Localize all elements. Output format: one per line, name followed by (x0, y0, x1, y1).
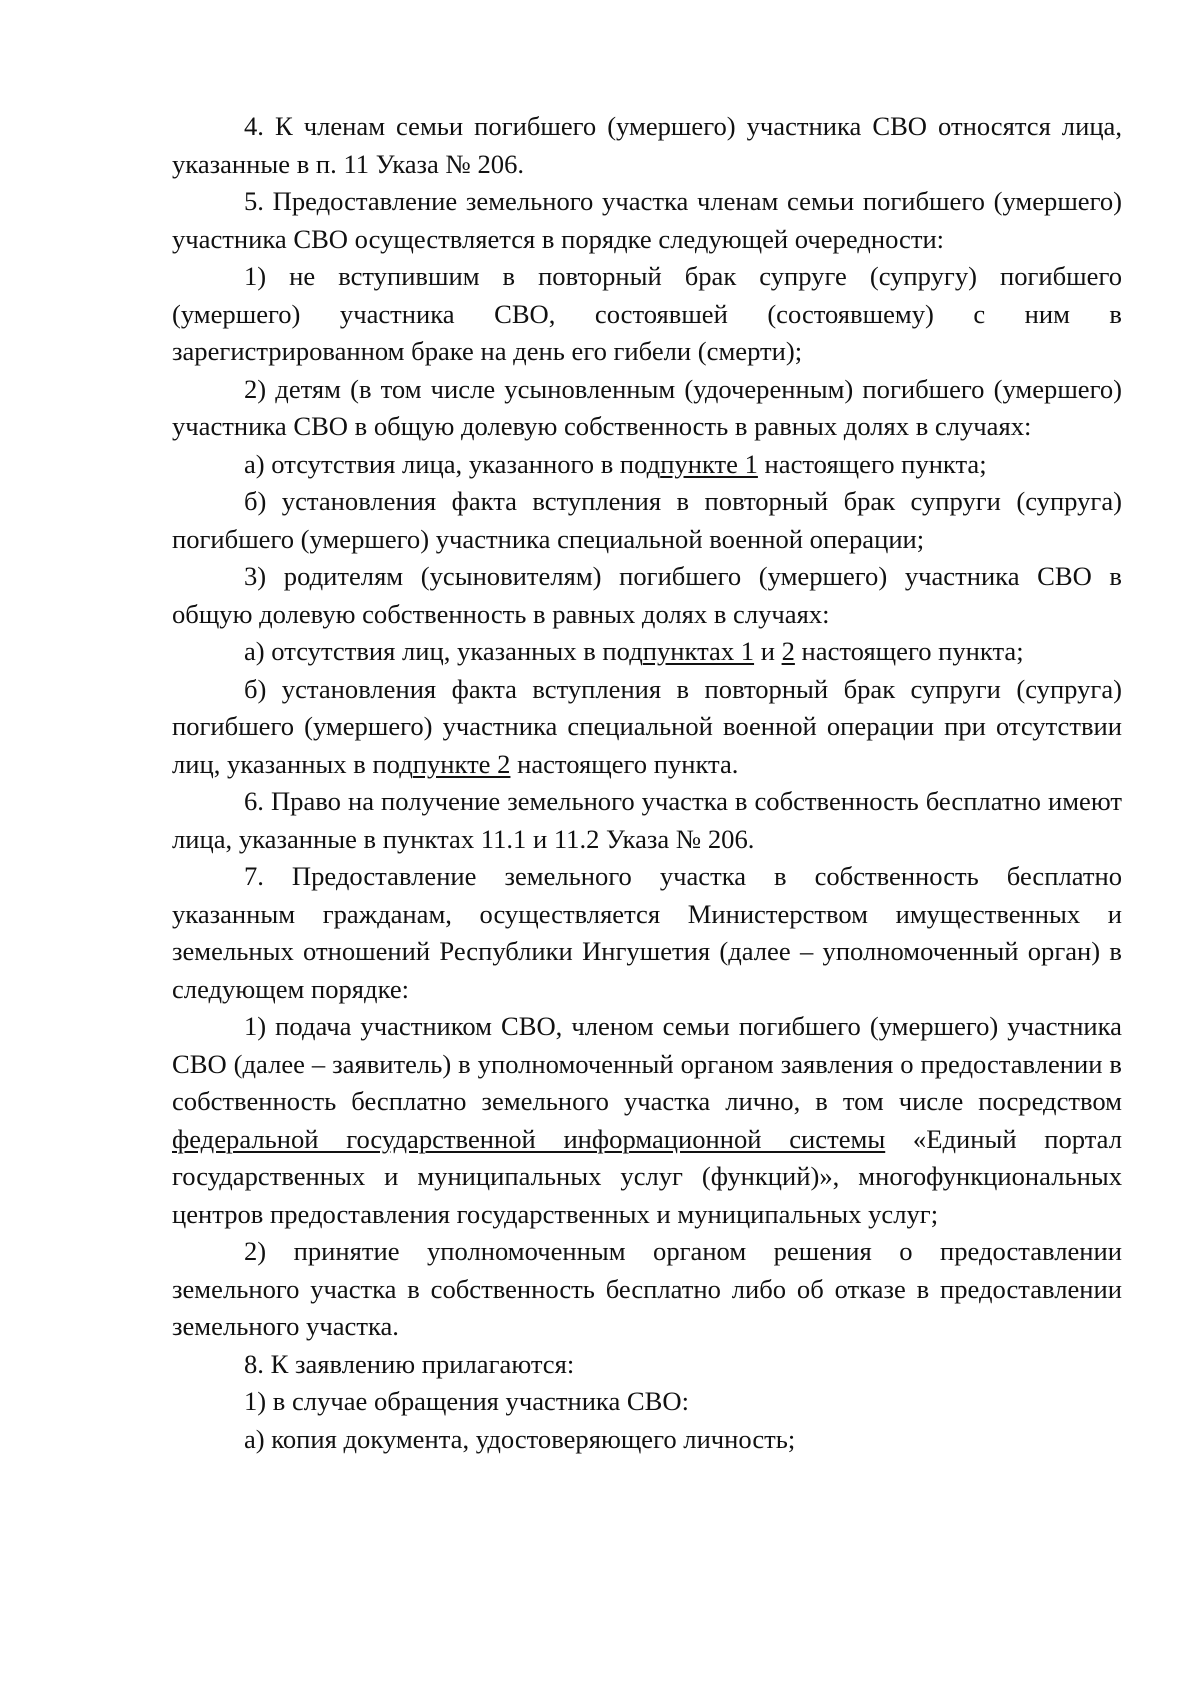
link-subitem-1[interactable]: пункте 1 (660, 448, 758, 479)
paragraph-5 (172, 183, 1122, 258)
paragraph-5-item-2b-text: б) установления факта вступления в повторный брак супруги (супруга) погибшего (умершего) участника специальной военной операции; (172, 486, 1122, 554)
paragraph-5-item-2 (172, 371, 1122, 446)
paragraph-6-text: 6. Право на получение земельного участка в собственность бесплатно имеют лица, указанные в пунктах 11.1 и 11.2 Указа № 206. (172, 786, 1122, 854)
document-page (172, 108, 1122, 1458)
paragraph-7-item-2-text: 2) принятие уполномоченным органом решения о предоставлении земельного участка в собственность бесплатно либо об отказе в предоставлении земельного участка. (172, 1236, 1122, 1341)
paragraph-5-item-2b (172, 483, 1122, 558)
paragraph-5-item-3 (172, 558, 1122, 633)
paragraph-5-item-2a-text: а) отсутствия лица, указанного в под (244, 448, 661, 479)
paragraph-6 (172, 783, 1122, 858)
paragraph-5-item-3b (172, 671, 1122, 784)
paragraph-8-item-1a-text: а) копия документа, удостоверяющего личность; (244, 1423, 796, 1454)
paragraph-5-item-3a-and: и (754, 636, 782, 666)
paragraph-5-item-2-text: 2) детям (в том числе усыновленным (удочеренным) погибшего (умершего) участника СВО в общую долевую собственность в равных долях в случаях: (172, 373, 1122, 441)
paragraph-4-text: 4. К членам семьи погибшего (умершего) участника СВО относятся лица, указанные в п. 11 Указа № 206. (172, 111, 1122, 179)
link-subitems-1[interactable]: пунктах 1 (642, 636, 755, 666)
paragraph-5-item-3b-tail: настоящего пункта. (510, 748, 739, 779)
link-subitem-2[interactable]: 2 (781, 636, 795, 666)
paragraph-5-item-3a-text: а) отсутствия лиц, указанных в под (244, 636, 643, 666)
paragraph-8-item-1 (172, 1383, 1122, 1421)
paragraph-5-item-2a (172, 446, 1122, 484)
paragraph-8-text: 8. К заявлению прилагаются: (244, 1348, 575, 1379)
link-fgis[interactable]: федеральной государственной информационной системы (172, 1123, 886, 1154)
paragraph-5-item-2a-tail: настоящего пункта; (757, 448, 987, 479)
paragraph-7 (172, 858, 1122, 1008)
paragraph-7-item-1 (172, 1008, 1122, 1233)
paragraph-4 (172, 108, 1122, 183)
paragraph-5-item-3b-text: б) установления факта вступления в повторный брак супруги (супруга) погибшего (умершего) участника специальной военной операции при отсутствии лиц, указанных в под (172, 673, 1122, 779)
paragraph-5-item-3a-tail: настоящего пункта; (794, 636, 1024, 666)
paragraph-8-item-1-text: 1) в случае обращения участника СВО: (244, 1386, 689, 1416)
link-subitem-2b[interactable]: пункте 2 (412, 748, 511, 779)
paragraph-7-item-2 (172, 1233, 1122, 1346)
paragraph-8-item-1a (172, 1421, 1122, 1459)
paragraph-8 (172, 1346, 1122, 1384)
paragraph-5-text: 5. Предоставление земельного участка членам семьи погибшего (умершего) участника СВО осуществляется в порядке следующей очередности: (172, 186, 1122, 254)
paragraph-5-item-3a (172, 633, 1122, 671)
paragraph-5-item-1 (172, 258, 1122, 371)
paragraph-7-item-1-tail: «Единый портал государственных и муниципальных услуг (функций)», многофункциональных центров предоставления государственных и муниципальных услуг; (172, 1123, 1122, 1229)
paragraph-7-text: 7. Предоставление земельного участка в собственность бесплатно указанным гражданам, осуществляется Министерством имущественных и земельных отношений Республики Ингушетия (далее – уполномоченный орган) в следующем порядке: (172, 861, 1122, 1004)
paragraph-5-item-3-text: 3) родителям (усыновителям) погибшего (умершего) участника СВО в общую долевую собственность в равных долях в случаях: (172, 561, 1122, 629)
paragraph-7-item-1-text: 1) подача участником СВО, членом семьи погибшего (умершего) участника СВО (далее – заявитель) в уполномоченный органом заявления о предоставлении в собственность бесплатно земельного участка лично, в том числе посредством (172, 1011, 1122, 1116)
paragraph-5-item-1-text: 1) не вступившим в повторный брак супруге (супругу) погибшего (умершего) участника СВО, состоявшей (состоявшему) с ним в зарегистрированном браке на день его гибели (смерти); (172, 261, 1122, 366)
